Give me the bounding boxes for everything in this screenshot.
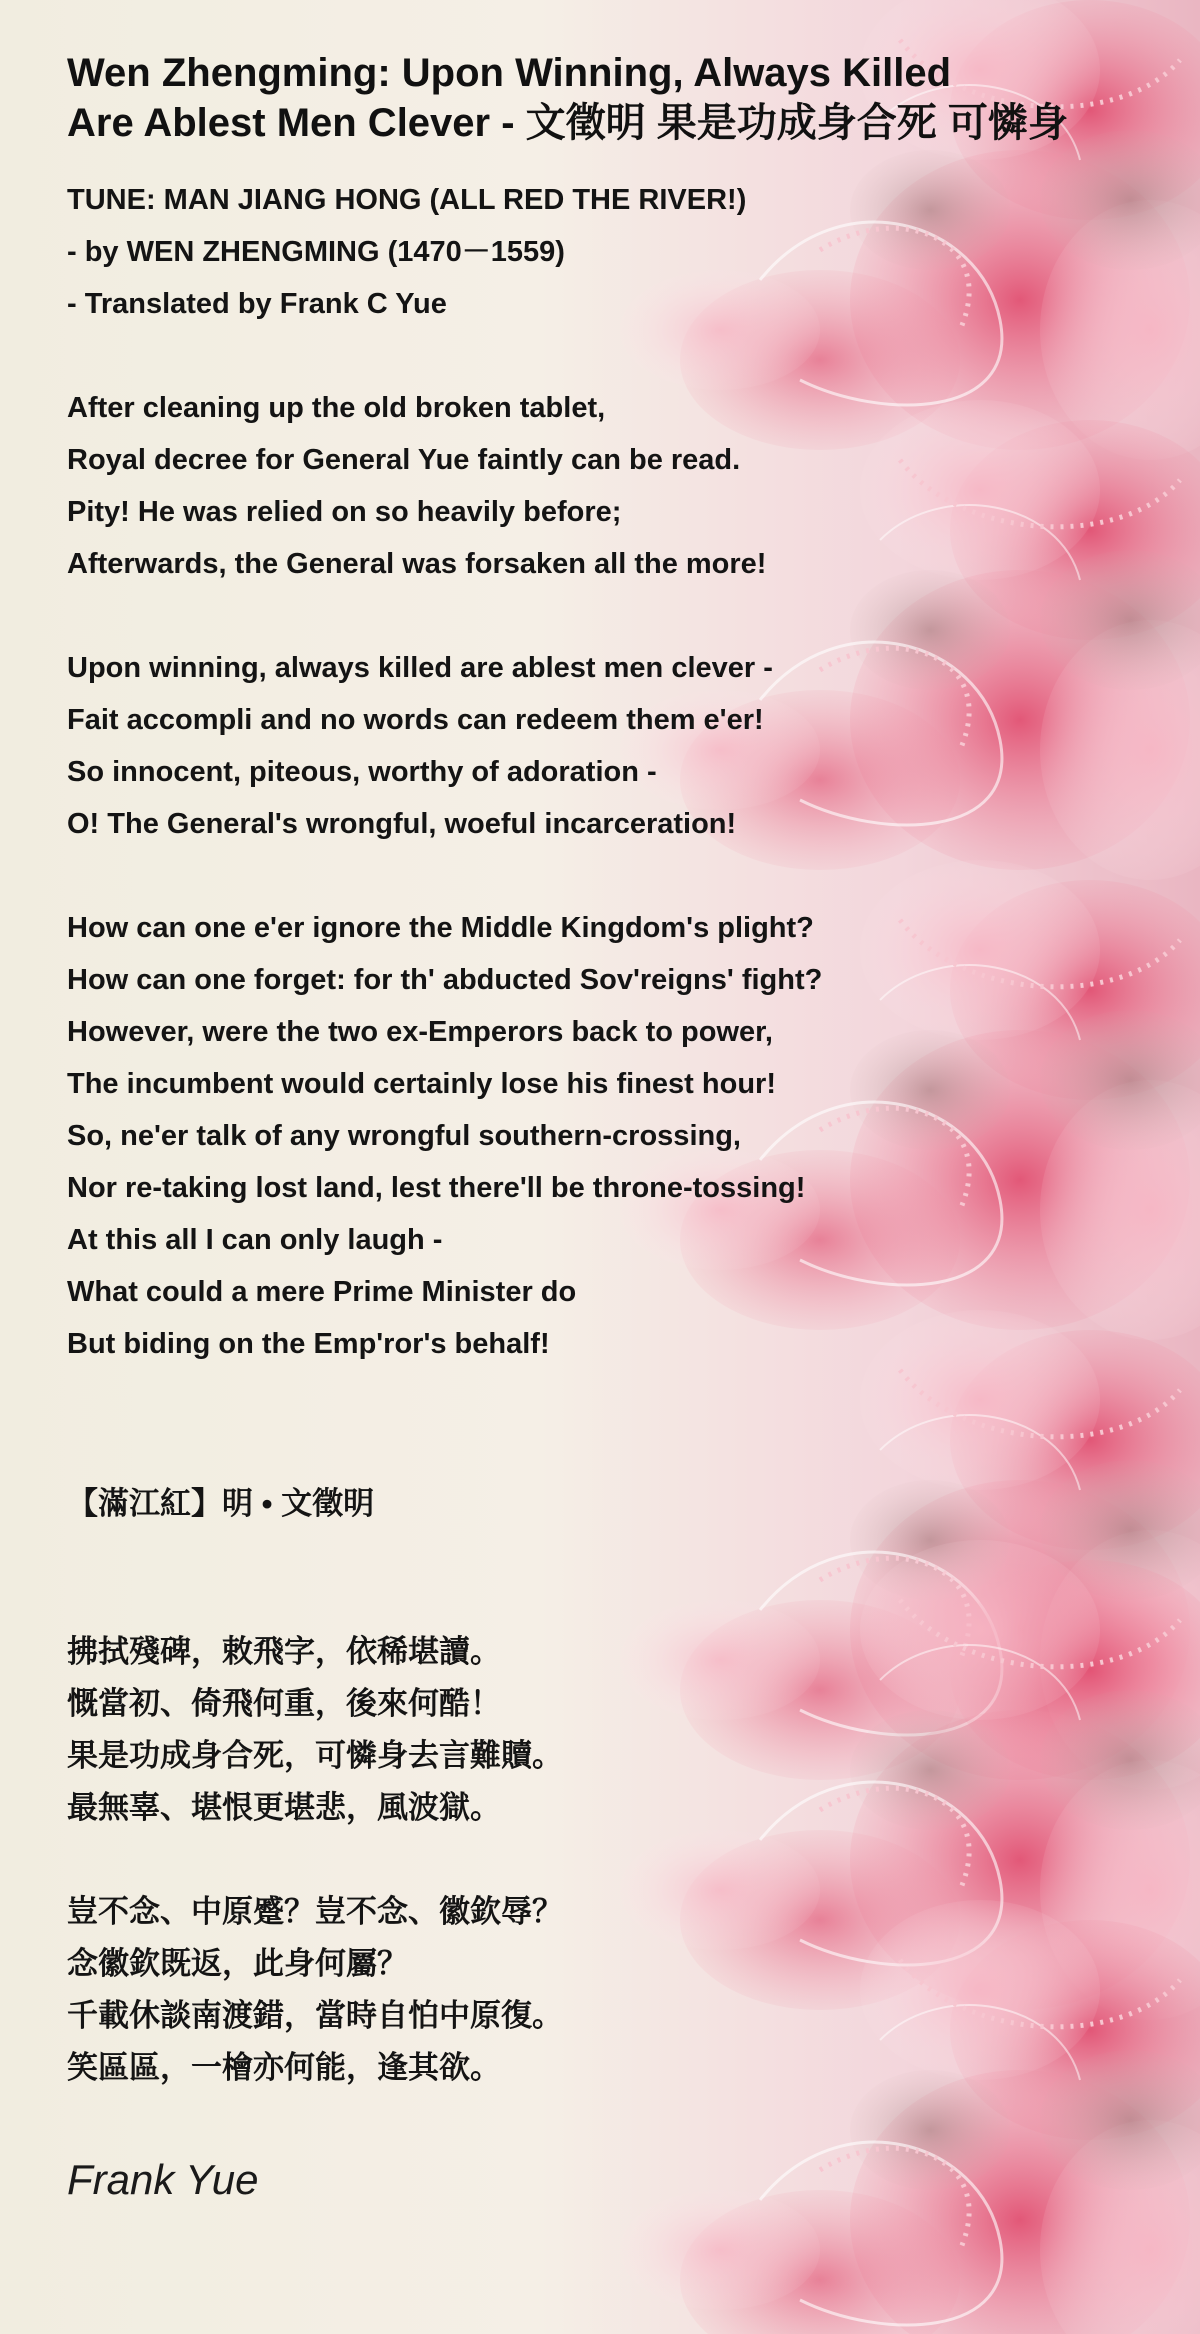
poem-line: But biding on the Emp'ror's behalf! [67, 1328, 550, 1360]
english-stanza-3 [67, 902, 1200, 1370]
chinese-poem-line: 最無辜、堪恨更堪悲，風波獄。 [67, 1790, 501, 1825]
poem-line: What could a mere Prime Minister do [67, 1276, 577, 1308]
poem-line: However, were the two ex-Emperors back to power, [67, 1016, 773, 1048]
chinese-stanza-2 [67, 1886, 1200, 2094]
poem-header [67, 174, 1200, 330]
chinese-poem-line: 千載休談南渡錯，當時自怕中原復。 [67, 1998, 563, 2033]
chinese-stanza-1 [67, 1626, 1200, 1834]
poem-line: After cleaning up the old broken tablet, [67, 392, 606, 424]
poem-line: The incumbent would certainly lose his finest hour! [67, 1068, 776, 1100]
poem-line: So, ne'er talk of any wrongful southern-crossing, [67, 1120, 741, 1152]
english-stanza-1 [67, 382, 1200, 590]
title-line-1: Wen Zhengming: Upon Winning, Always Killed [67, 51, 952, 95]
chinese-poem-line: 笑區區，一檜亦何能，逢其欲。 [67, 2050, 501, 2085]
chinese-poem-line: 拂拭殘碑，敕飛字，依稀堪讀。 [67, 1634, 501, 1669]
poem-line: Afterwards, the General was forsaken all the more! [67, 548, 767, 580]
tune-line: TUNE: MAN JIANG HONG (ALL RED THE RIVER!) [67, 184, 747, 216]
chinese-poem-line: 念徽欽既返，此身何屬？ [67, 1946, 408, 1981]
page-title [67, 48, 1200, 148]
author-line: - by WEN ZHENGMING (1470－1559) [67, 236, 565, 268]
poem-line: Upon winning, always killed are ablest men clever - [67, 652, 773, 684]
poem-line: How can one forget: for th' abducted Sov'reigns' fight? [67, 964, 823, 996]
chinese-title-line: 【滿江紅】明 • 文徵明 [67, 1486, 375, 1521]
chinese-poem-line: 慨當初、倚飛何重，後來何酷！ [67, 1686, 501, 1721]
signature: Frank Yue [67, 2156, 259, 2203]
title-line-2: Are Ablest Men Clever - 文徵明 果是功成身合死 可憐身 [67, 101, 1068, 145]
chinese-title [67, 1478, 1200, 1530]
poem-line: Nor re-taking lost land, lest there'll be throne-tossing! [67, 1172, 806, 1204]
translator-line: - Translated by Frank C Yue [67, 288, 447, 320]
poem-line: Royal decree for General Yue faintly can be read. [67, 444, 741, 476]
poem-line: Fait accompli and no words can redeem them e'er! [67, 704, 764, 736]
chinese-poem-line: 豈不念、中原蹙？豈不念、徽欽辱？ [67, 1894, 563, 1929]
poem-line: O! The General's wrongful, woeful incarceration! [67, 808, 737, 840]
poem-line: At this all I can only laugh - [67, 1224, 443, 1256]
chinese-poem-line: 果是功成身合死，可憐身去言難贖。 [67, 1738, 563, 1773]
poem-line: How can one e'er ignore the Middle Kingdom's plight? [67, 912, 814, 944]
english-stanza-2 [67, 642, 1200, 850]
poem-line: So innocent, piteous, worthy of adoration - [67, 756, 657, 788]
poem-line: Pity! He was relied on so heavily before; [67, 496, 622, 528]
poem-container [67, 48, 1200, 2204]
